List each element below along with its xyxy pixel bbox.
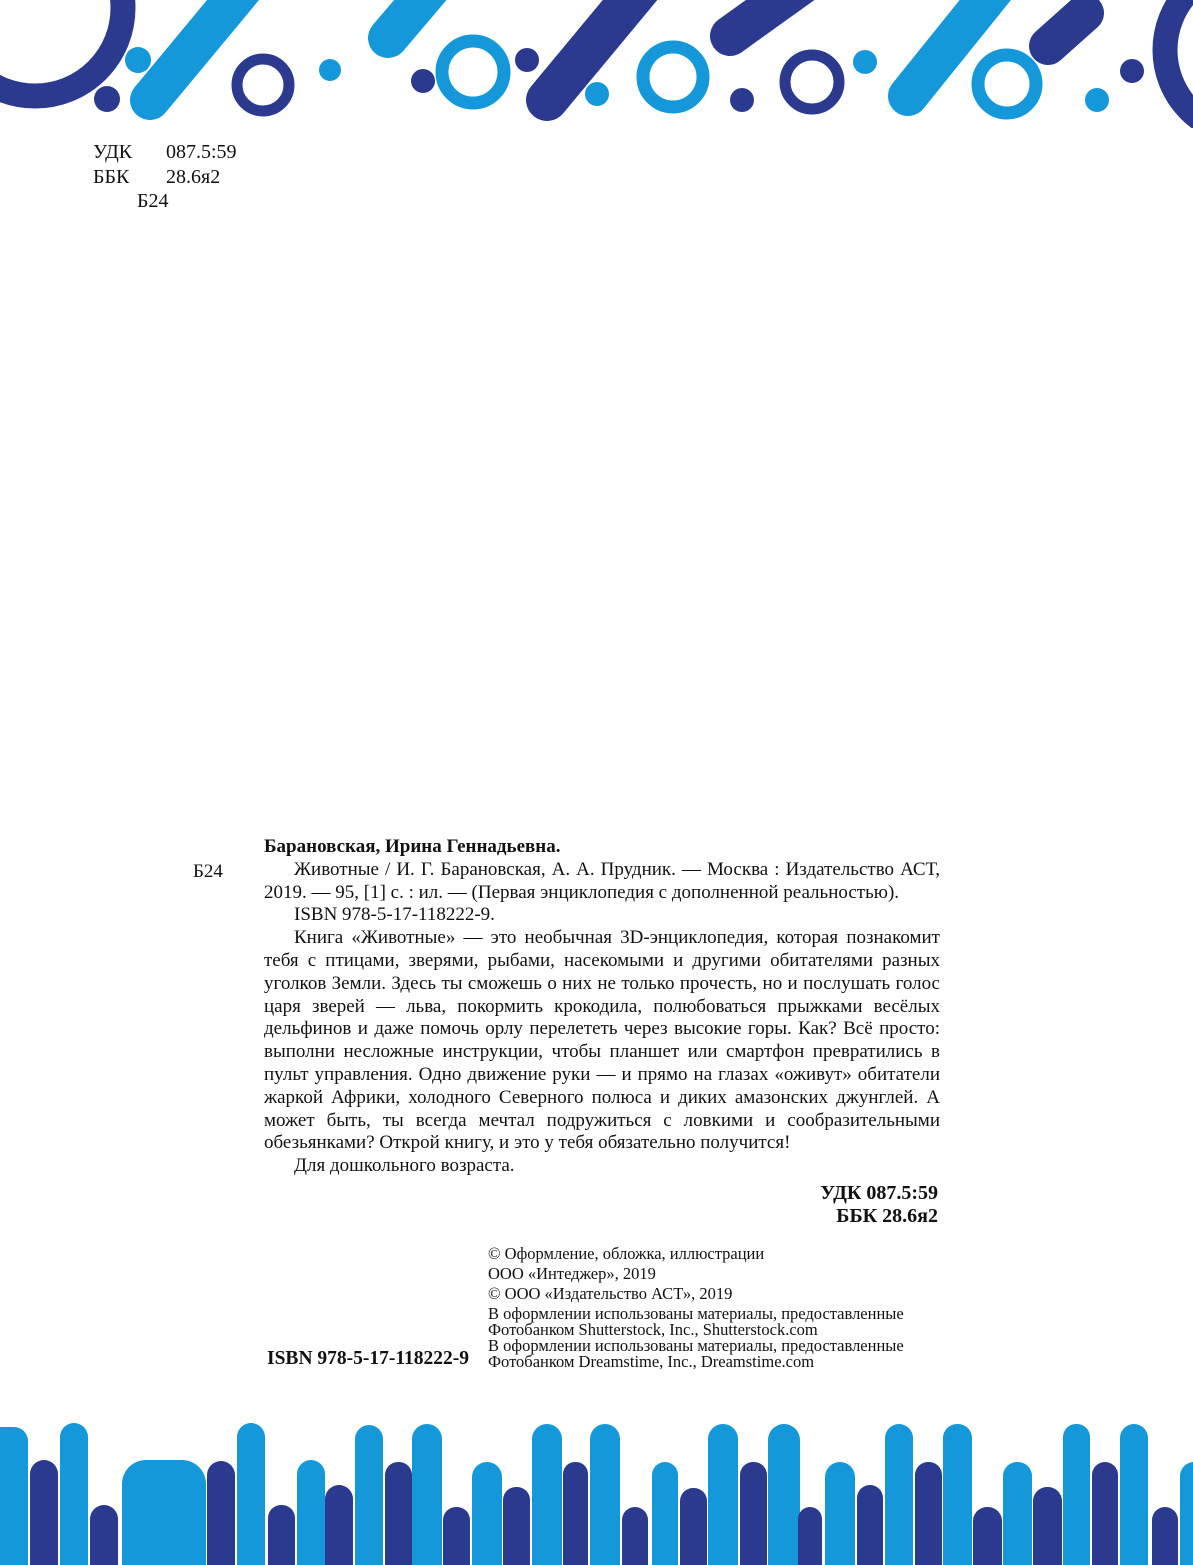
author-heading: Барановская, Ирина Геннадьевна. [264,836,561,857]
percent-pattern [0,0,1193,128]
bbk-row [93,165,237,190]
classification-block-top [93,140,237,214]
classification-block-right [820,1182,938,1228]
catalog-card [193,836,940,1178]
copyright-publisher-line: © ООО «Издательство АСТ», 2019 [488,1284,733,1303]
copyright-design-line1: © Оформление, обложка, иллюстрации [488,1244,765,1263]
bbk-bold: ББК 28.6я2 [836,1205,938,1227]
age-note: Для дошкольного возраста. [294,1155,515,1177]
bbk-value: 28.6я2 [166,165,221,188]
udk-value: 087.5:59 [166,141,237,163]
copyright-materials-line1: В оформлении использованы материалы, предоставленные [488,1304,904,1323]
copyright-shutterstock-line: Фотобанком Shutterstock, Inc., Shutterstock.com [488,1320,818,1339]
udk-bold: УДК 087.5:59 [820,1182,938,1204]
bbk-label: ББК [93,165,130,188]
annotation-text: Книга «Животные» — это необычная 3D-энциклопедия, которая познакомит тебя с птицами, зверями, рыбами, насекомыми и другими обитателями разных уголков Земли. Здесь ты сможешь о них не только прочесть, но и послушать голос царя зверей — льва, покормить крокодила, полюбоваться прыжками весёлых дельфинов и даже помочь орлу перелететь через высокие горы. Как? Всё просто: выполни несложные инструкции, чтобы планшет или смартфон превратились в пульт управления. Одно движение руки — и прямо на глазах «оживут» обитатели жаркой Африки, холодного Северного полюса и диких амазонских джунглей. А может быть, ты всегда мечтал подружиться с ловкими и сообразительными обезьянками? Открой книгу, и это у тебя обязательно получится! [264,927,940,1154]
author-sign: Б24 [137,190,169,212]
copyright-materials-line2: В оформлении использованы материалы, предоставленные [488,1336,904,1355]
isbn-line: ISBN 978-5-17-118222-9. [294,904,495,926]
isbn-footer: ISBN 978-5-17-118222-9 [267,1348,470,1369]
top-decoration-pattern [0,0,1193,128]
copyright-design-line2: ООО «Интеджер», 2019 [488,1264,656,1283]
margin-author-sign: Б24 [193,861,223,882]
udk-row [93,140,237,165]
bar-pattern [0,1423,1193,1565]
copyright-block [488,1246,904,1370]
author-sign-row [93,189,237,214]
udk-label: УДК [93,141,133,163]
bibliographic-entry: Животные / И. Г. Барановская, А. А. Прудник. — Москва : Издательство АСТ, 2019. — 95, [1] с. : ил. — (Первая энциклопедия с дополненной реальностью). [264,858,940,903]
bottom-decoration-bars [0,1423,1193,1565]
copyright-dreamstime-line: Фотобанком Dreamstime, Inc., Dreamstime.com [488,1352,815,1371]
